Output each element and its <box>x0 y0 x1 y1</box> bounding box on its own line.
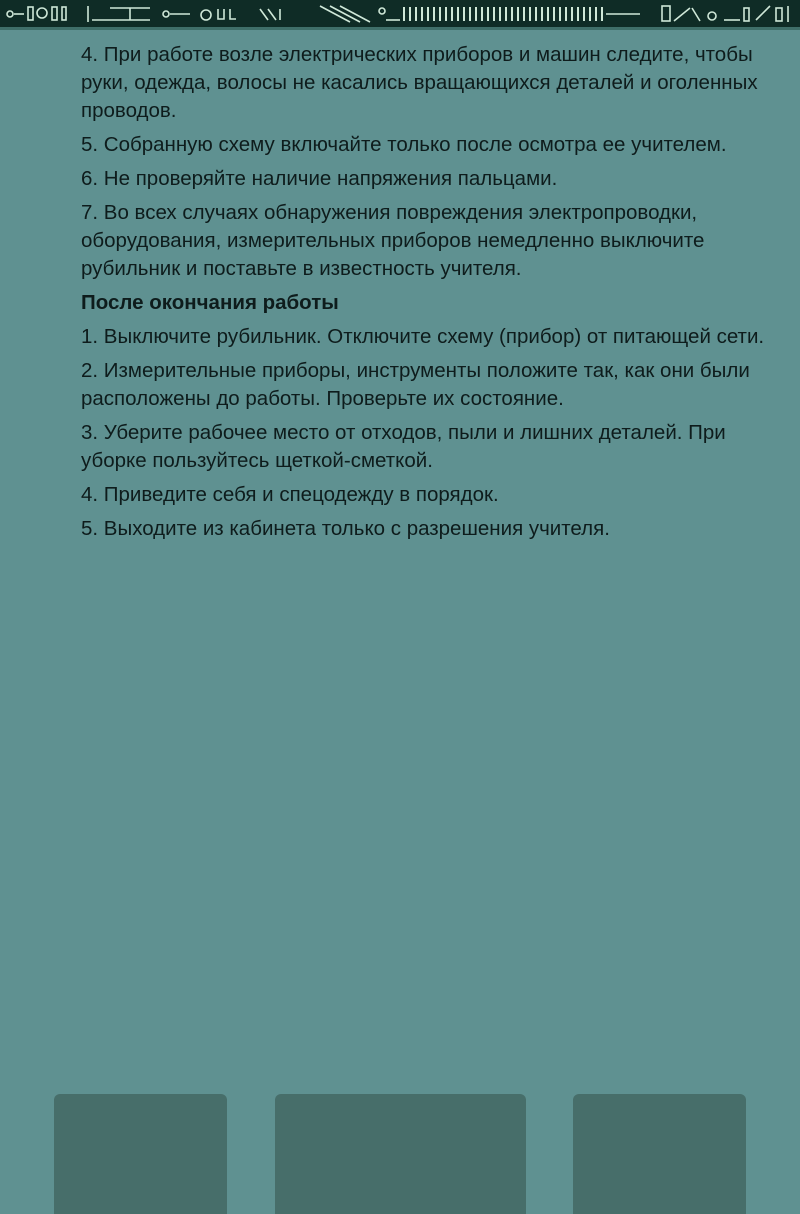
instruction-paragraph: 4. Приведите себя и спецодежду в порядок. <box>81 483 499 506</box>
instruction-paragraph: 1. Выключите рубильник. Отключите схему (прибор) от питающей сети. <box>81 325 765 348</box>
instruction-paragraph: 3. Уберите рабочее место от отходов, пыли и лишних деталей. При уборке пользуйтесь щеткой-сметкой. <box>81 421 726 472</box>
nav-button-left[interactable] <box>54 1094 227 1214</box>
circuit-pattern-icon <box>0 0 800 27</box>
circuit-board-banner <box>0 0 800 30</box>
instruction-paragraph: 5. Выходите из кабинета только с разрешения учителя. <box>81 517 610 540</box>
safety-instructions <box>81 41 771 549</box>
nav-button-right[interactable] <box>573 1094 746 1214</box>
instruction-paragraph: 7. Во всех случаях обнаружения повреждения электропроводки, оборудования, измерительных приборов немедленно выключите рубильник и поставьте в известность учителя. <box>81 201 705 280</box>
section-title: После окончания работы <box>81 291 339 314</box>
instruction-paragraph: 2. Измерительные приборы, инструменты положите так, как они были расположены до работы. Проверьте их состояние. <box>81 359 750 410</box>
instruction-paragraph: 4. При работе возле электрических приборов и машин следите, чтобы руки, одежда, волосы не касались вращающихся деталей и оголенных проводов. <box>81 43 758 122</box>
instruction-paragraph: 6. Не проверяйте наличие напряжения пальцами. <box>81 167 558 190</box>
nav-button-center[interactable] <box>275 1094 526 1214</box>
instruction-paragraph: 5. Собранную схему включайте только после осмотра ее учителем. <box>81 133 727 156</box>
